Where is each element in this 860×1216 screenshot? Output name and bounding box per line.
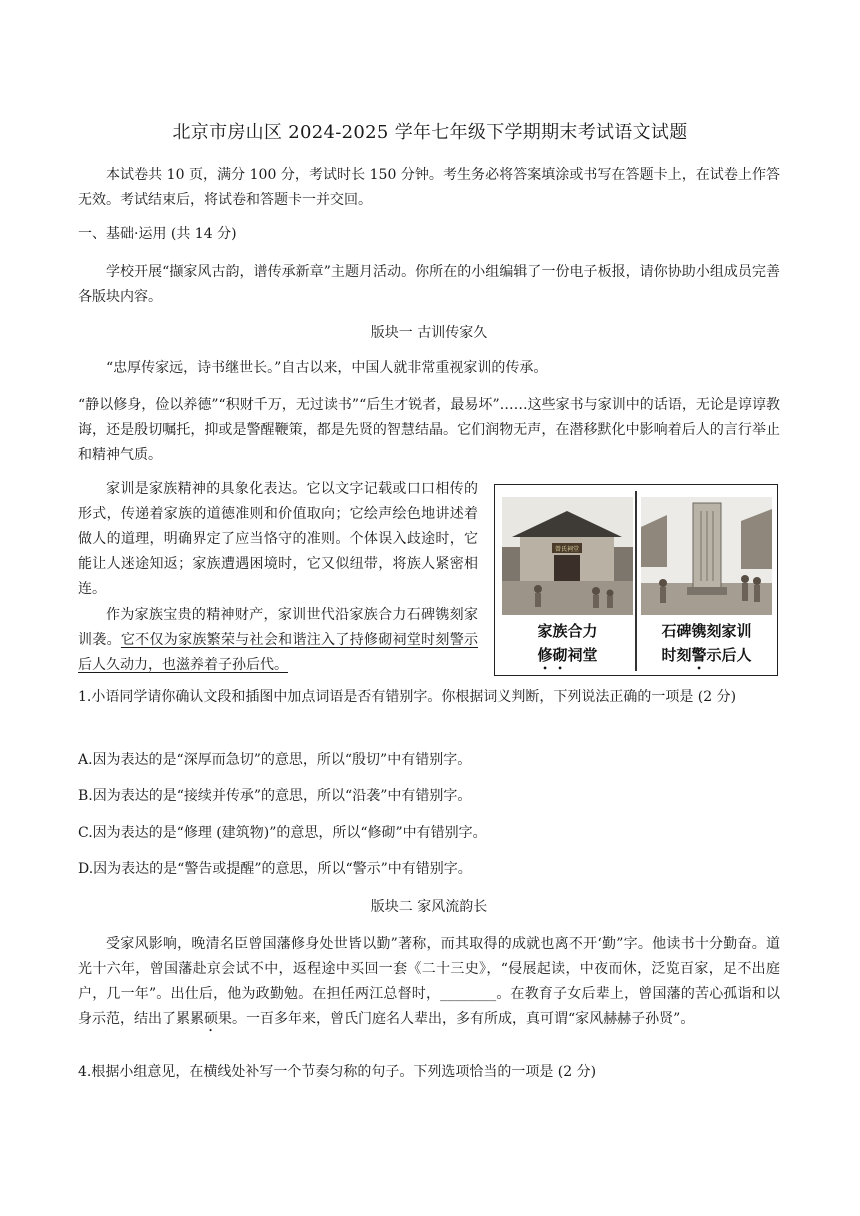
- caption-right-lead: 时刻: [661, 646, 692, 664]
- block2-paragraph-part1: 受家风影响，晚清名臣曾国藩修身处世皆以勤”著称，而其取得的成就也离不开‘勤”字。他读书十分勤奋。道光十六年，曾国藩赴京会试不中，返程途中买回一套《二十三史》，“侵展起读，中夜而休，泛览百家，足不出庭户，几一年”。出仕后，他为政勤勉。在担任两江总督时，________。在教育子女后辈上，曾国藩的苦心孤诣和以身示范，结出了累累: [78, 936, 780, 1027]
- caption-left-line2: [502, 644, 633, 673]
- block2-title: 版块二 家风流韵长: [370, 899, 488, 915]
- exam-instructions: 本试卷共 10 页，满分 100 分，考试时长 150 分钟。考生务必将答案填涂或书写在答题卡上，在试卷上作答无效。考试结束后，将试卷和答题卡一并交回。: [78, 167, 780, 208]
- question-4: 4.根据小组意见，在横线处补写一个节奏匀称的句子。下列选项恰当的一项是 (2 分): [78, 1064, 597, 1080]
- block1-paragraph-4: [78, 603, 478, 678]
- block1-paragraph-2: “静以修身，俭以养德”“积财千万，无过读书”“后生才锐者，最易坏”……这些家书与家训中的话语，无论是谆谆教诲，还是殷切嘱托，抑或是警醒鞭策，都是先贤的智慧结晶。它们润物无声，在潜移默化中影响着后人的言行举止和精神气质。: [78, 397, 780, 463]
- page-title: 北京市房山区 2024-2025 学年七年级下学期期末考试语文试题: [172, 122, 688, 143]
- block1-paragraph-4-lead: 作为家族宝贵的精神财产，家训世代沿家族合力石碑镌刻家训袭。: [78, 607, 478, 648]
- illustration-panel-ancestral-hall: [502, 497, 633, 667]
- block1-title: 版块一 古训传家久: [370, 325, 488, 341]
- caption-right-jing: 警: [691, 646, 707, 664]
- illustration-box: [494, 484, 778, 676]
- panel-divider: [635, 491, 637, 671]
- block1-paragraph-3: 家训是家族精神的具象化表达。它以文字记载或口口相传的形式，传递着家族的道德准则和价值取向；它绘声绘色地讲述着做人的道理，明确界定了应当恪守的准则。个体误入歧途时，它能让人迷途知返；家族遭遇困境时，它又似纽带，将族人紧密相连。: [78, 481, 478, 597]
- caption-right-rest: 示后人: [706, 646, 752, 664]
- activity-paragraph: 学校开展“撷家风古韵，谱传承新章”主题月活动。你所在的小组编辑了一份电子板报，请你协助小组成员完善各版块内容。: [78, 264, 780, 305]
- q1-option-c: C.因为表达的是“修理 (建筑物)”的意思，所以“修砌”中有错别字。: [78, 825, 487, 841]
- question-1: 1.小语同学请你确认文段和插图中加点词语是否有错别字。你根据词义判断，下列说法正确的一项是 (2 分): [78, 689, 737, 705]
- q1-option-d: D.因为表达的是“警告或提醒”的意思，所以“警示”中有错别字。: [78, 861, 472, 877]
- caption-left-line1: 家族合力: [537, 622, 598, 640]
- block2-paragraph-part2: 果。一百多年来，曾氏门庭名人辈出，多有所成，真可谓“家风赫赫子孙贤”。: [218, 1011, 695, 1027]
- q1-option-b: B.因为表达的是“接续并传承”的意思，所以“沿袭”中有错别字。: [78, 788, 472, 804]
- ancestral-hall-image: [502, 497, 633, 615]
- block2-dotted-char: 硕: [204, 1011, 218, 1027]
- stone-tablet-image: [641, 497, 772, 615]
- caption-left-xiu: 修: [537, 646, 553, 664]
- caption-left-rest: 祠堂: [567, 646, 598, 664]
- q1-option-a: A.因为表达的是“深厚而急切”的意思，所以“殷切”中有错别字。: [78, 752, 472, 768]
- plaque-text: 曾氏祠堂: [554, 546, 580, 553]
- caption-right-line2: [641, 644, 772, 673]
- underlined-sentence: 它不仅为家族繁荣与社会和谐注入了持修砌祠堂时刻警示后人久动力，也滋养着子孙后代。: [78, 632, 479, 673]
- caption-left-qi: 砌: [552, 646, 568, 664]
- block2-paragraph: [78, 932, 780, 1035]
- illustration-panel-stone-tablet: [641, 497, 772, 667]
- block1-paragraph-1: “忠厚传家远，诗书继世长。”自古以来，中国人就非常重视家训的传承。: [106, 360, 548, 376]
- caption-right-line1: 石碑镌刻家训: [661, 622, 752, 640]
- section-heading: 一、基础·运用 (共 14 分): [78, 226, 237, 242]
